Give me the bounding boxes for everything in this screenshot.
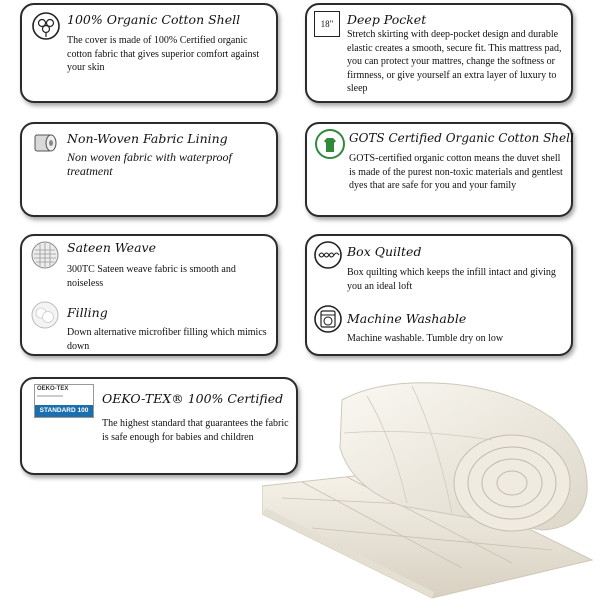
feature-card-organic-shell (20, 3, 278, 103)
oeko-tex-badge-bottom: STANDARD 100 (35, 405, 93, 417)
feature-description: GOTS-certified organic cotton means the duvet shell is made of the purest non-toxic materials and gentlest dyes that are safe for you and your family (349, 153, 563, 191)
fabric-roll-icon (30, 128, 60, 158)
feature-title: Box Quilted (347, 244, 422, 259)
oeko-tex-badge-icon (34, 384, 94, 418)
feature-card-oeko-tex (20, 377, 298, 475)
rolled-mattress-topper-image (262, 378, 600, 600)
feature-title: GOTS Certified Organic Cotton Shell (349, 131, 574, 145)
gots-badge-icon (314, 128, 346, 160)
feature-card-quilted-washable (305, 234, 573, 356)
feature-description: 300TC Sateen weave fabric is smooth and noiseless (67, 264, 236, 289)
feature-description: Machine washable. Tumble dry on low (347, 333, 504, 344)
badge-divider (37, 395, 63, 397)
feature-description: Non woven fabric with waterproof treatment (67, 150, 232, 178)
feature-title: OEKO-TEX® 100% Certified (102, 391, 284, 406)
washing-machine-icon (313, 304, 343, 334)
fiber-fill-icon (30, 300, 60, 330)
feature-description: Down alternative microfiber filling which mimics down (67, 327, 267, 352)
cotton-flower-icon (31, 11, 61, 41)
feature-description: Box quilting which keeps the infill intact and giving you an ideal loft (347, 267, 556, 292)
feature-description: The highest standard that guarantees the fabric is safe enough for babies and children (102, 418, 289, 443)
feature-title: Filling (67, 305, 108, 320)
weave-swatch-icon (30, 240, 60, 270)
feature-title: Non-Woven Fabric Lining (67, 131, 228, 146)
pocket-depth-label: 18" (320, 19, 334, 29)
feature-title: 100% Organic Cotton Shell (67, 12, 241, 27)
feature-card-gots (305, 122, 573, 217)
oeko-tex-badge-top: OEKO-TEX (37, 386, 69, 392)
feature-title: Machine Washable (347, 311, 467, 326)
feature-card-sateen-filling (20, 234, 278, 356)
feature-card-deep-pocket (305, 3, 573, 103)
feature-title: Sateen Weave (67, 240, 156, 255)
feature-description: Stretch skirting with deep-pocket design and durable elastic creates a smooth, secure fit. This mattress pad, you can protect your mattres, change the softness or firmness, or give yourself an extra layer of luxury to sleep (347, 29, 562, 94)
quilt-pattern-icon (313, 240, 343, 270)
feature-description: The cover is made of 100% Certified organic cotton fabric that gives superior comfort against your skin (67, 35, 260, 73)
feature-title: Deep Pocket (347, 12, 427, 27)
ruler-box-icon (314, 11, 340, 37)
feature-card-non-woven (20, 122, 278, 217)
